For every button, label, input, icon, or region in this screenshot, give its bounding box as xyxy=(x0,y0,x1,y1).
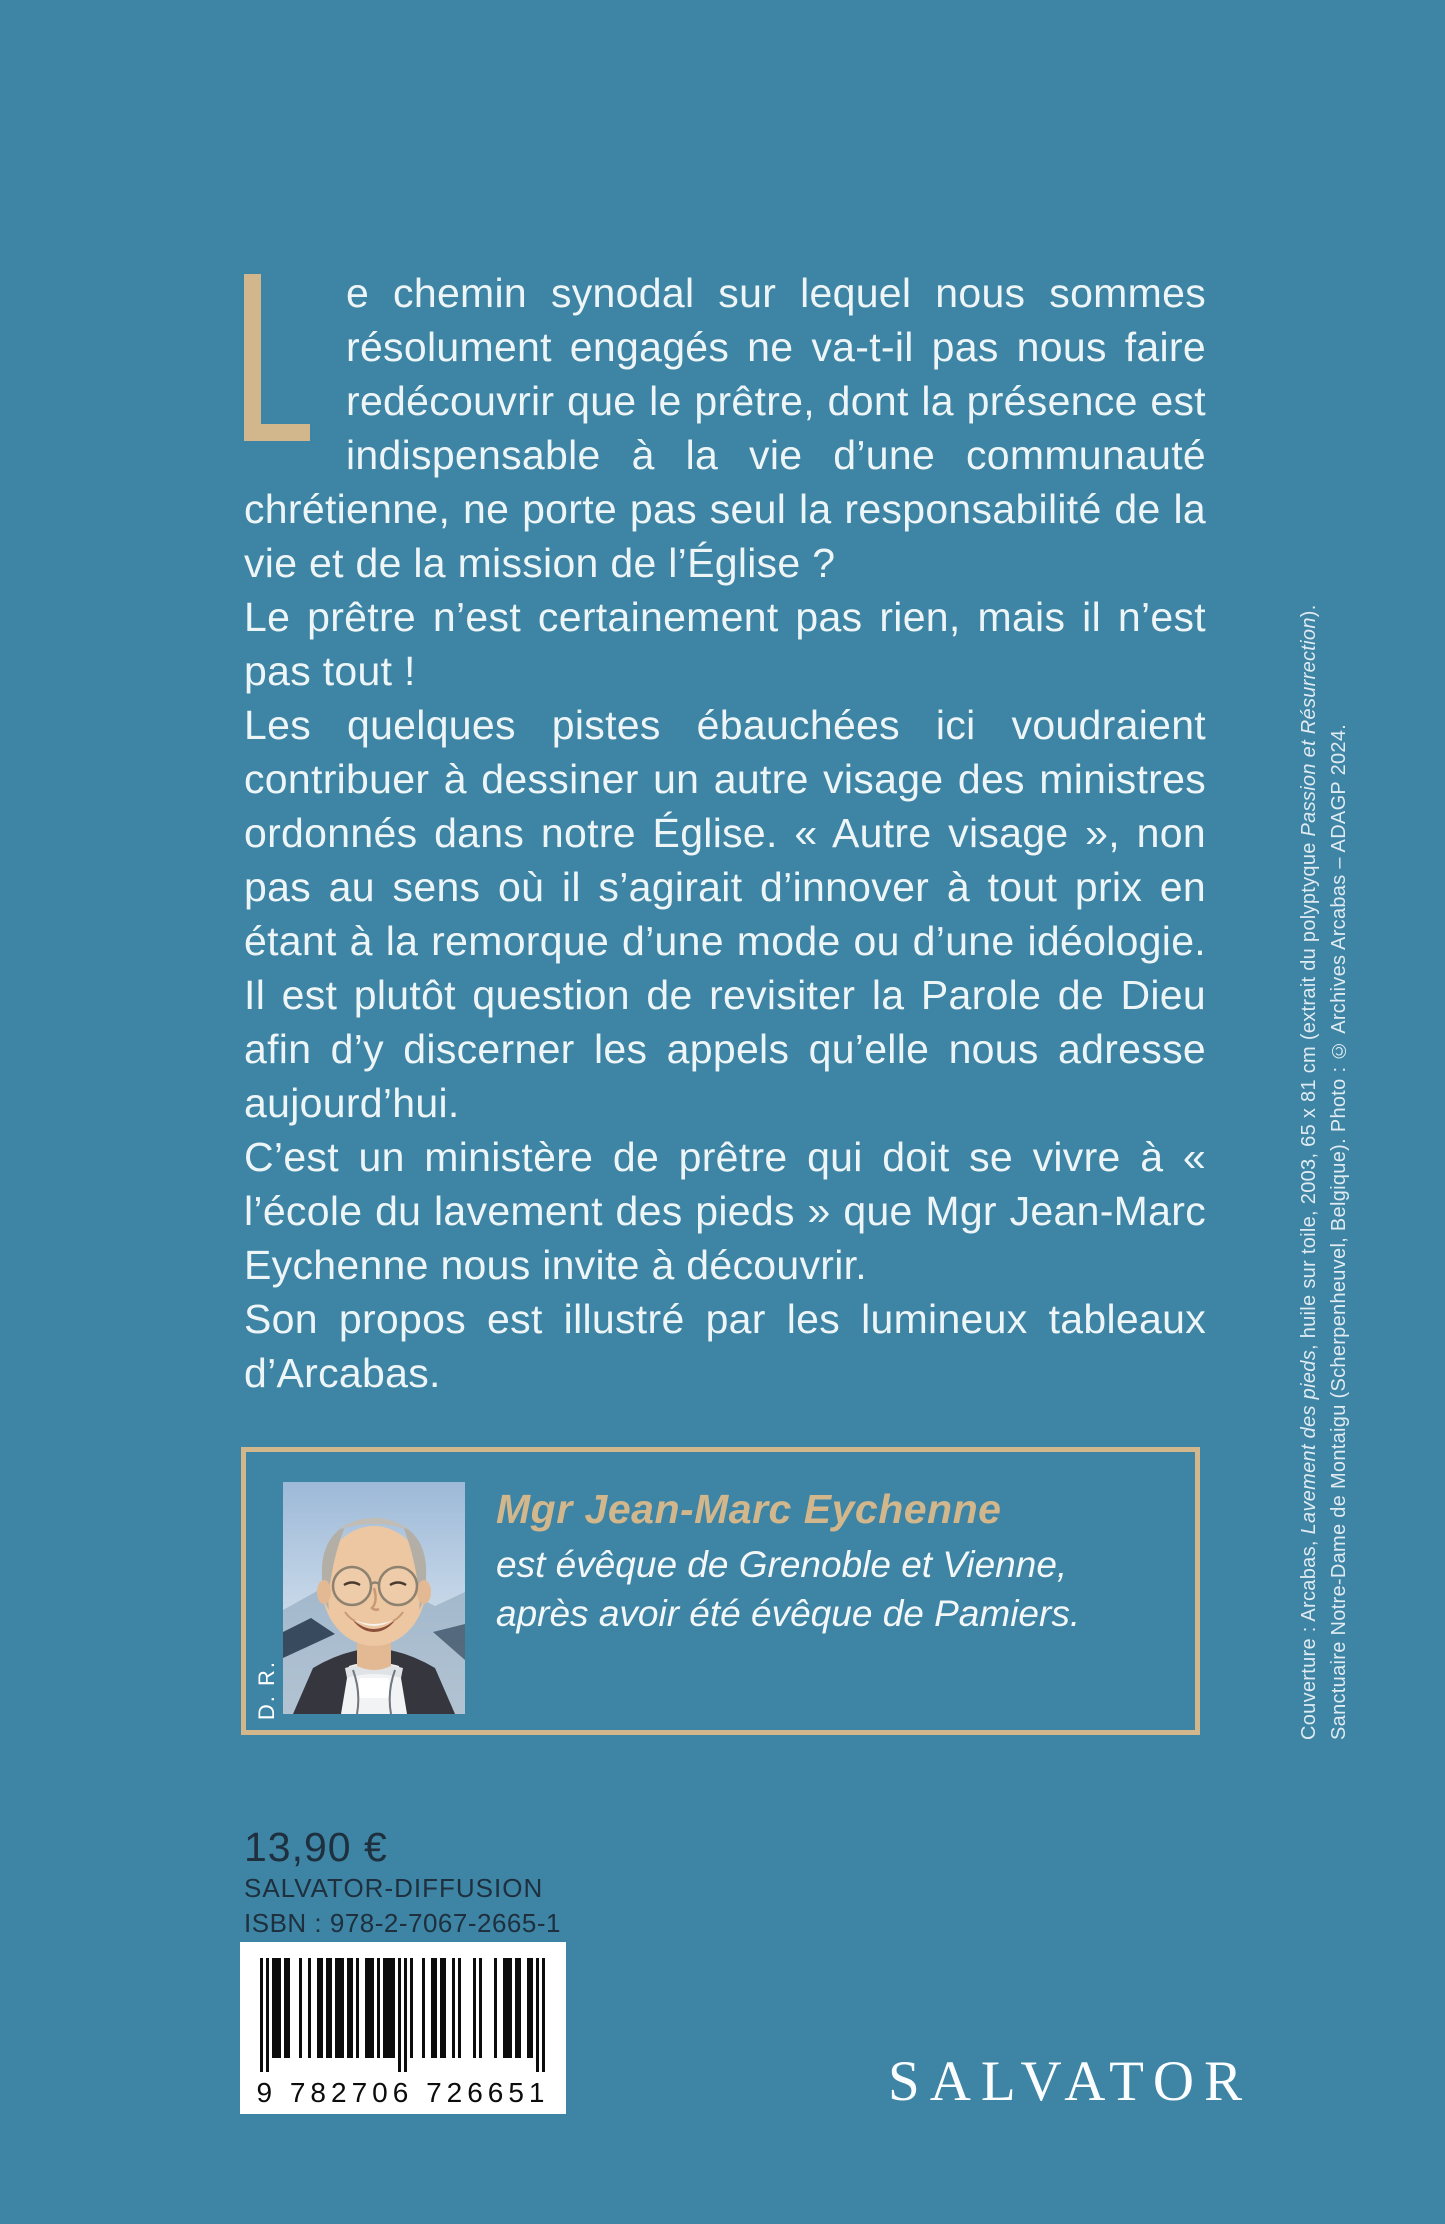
author-portrait-illustration xyxy=(283,1482,465,1714)
blurb-paragraph: e chemin synodal sur lequel nous sommes résolument engagés ne va-t-il pas nous faire redécouvrir que le prêtre, dont la présence est indispensable à la vie d’une communauté chrétienne, ne porte pas seul la responsabilité de la vie et de la mission de l’Église ? xyxy=(244,270,1206,586)
author-box xyxy=(241,1447,1200,1735)
publisher-logo: SALVATOR xyxy=(888,2050,1253,2113)
barcode-digits: 9 782706 726651 xyxy=(256,2077,550,2108)
dropcap-letter xyxy=(244,274,310,441)
author-name: Mgr Jean-Marc Eychenne xyxy=(496,1486,1002,1532)
author-bio-line-2: après avoir été évêque de Pamiers. xyxy=(496,1593,1081,1634)
barcode xyxy=(240,1942,566,2114)
photo-credit: D. R. xyxy=(254,1659,279,1720)
blurb-paragraph: Son propos est illustré par les lumineux tableaux d’Arcabas. xyxy=(244,1296,1206,1396)
author-photo xyxy=(283,1482,465,1714)
back-cover-blurb xyxy=(244,266,1206,1400)
distributor: SALVATOR-DIFFUSION xyxy=(244,1873,544,1903)
author-bio xyxy=(496,1484,1080,1638)
credit-line-2: Sanctuaire Notre-Dame de Montaigu (Scherpenheuvel, Belgique). Photo : © Archives Arcabas – ADAGP 2024. xyxy=(1328,723,1350,1740)
blurb-paragraph: Le prêtre n’est certainement pas rien, mais il n’est pas tout ! xyxy=(244,594,1206,694)
blurb-paragraph: C’est un ministère de prêtre qui doit se vivre à « l’école du lavement des pieds » que Mgr Jean-Marc Eychenne nous invite à découvrir. xyxy=(244,1134,1206,1288)
cover-art-credits xyxy=(1294,518,1354,1740)
blurb-paragraph: Les quelques pistes ébauchées ici voudraient contribuer à dessiner un autre visage des ministres ordonnés dans notre Église. « Autre visage », non pas au sens où il s’agirait d’innover à tout prix en étant à la remorque d’une mode ou d’une idéologie. Il est plutôt question de revisiter la Parole de Dieu afin d’y discerner les appels qu’elle nous adresse aujourd’hui. xyxy=(244,702,1206,1126)
price: 13,90 € xyxy=(244,1824,388,1870)
pricing-block xyxy=(244,1824,561,1940)
isbn: ISBN : 978-2-7067-2665-1 xyxy=(244,1908,561,1938)
author-bio-line-1: est évêque de Grenoble et Vienne, xyxy=(496,1544,1068,1585)
barcode-bars xyxy=(260,1958,545,2077)
credit-line-1: Couverture : Arcabas, Lavement des pieds, huile sur toile, 2003, 65 x 81 cm (extrait du polyptyque Passion et Résurrection). xyxy=(1298,604,1320,1740)
